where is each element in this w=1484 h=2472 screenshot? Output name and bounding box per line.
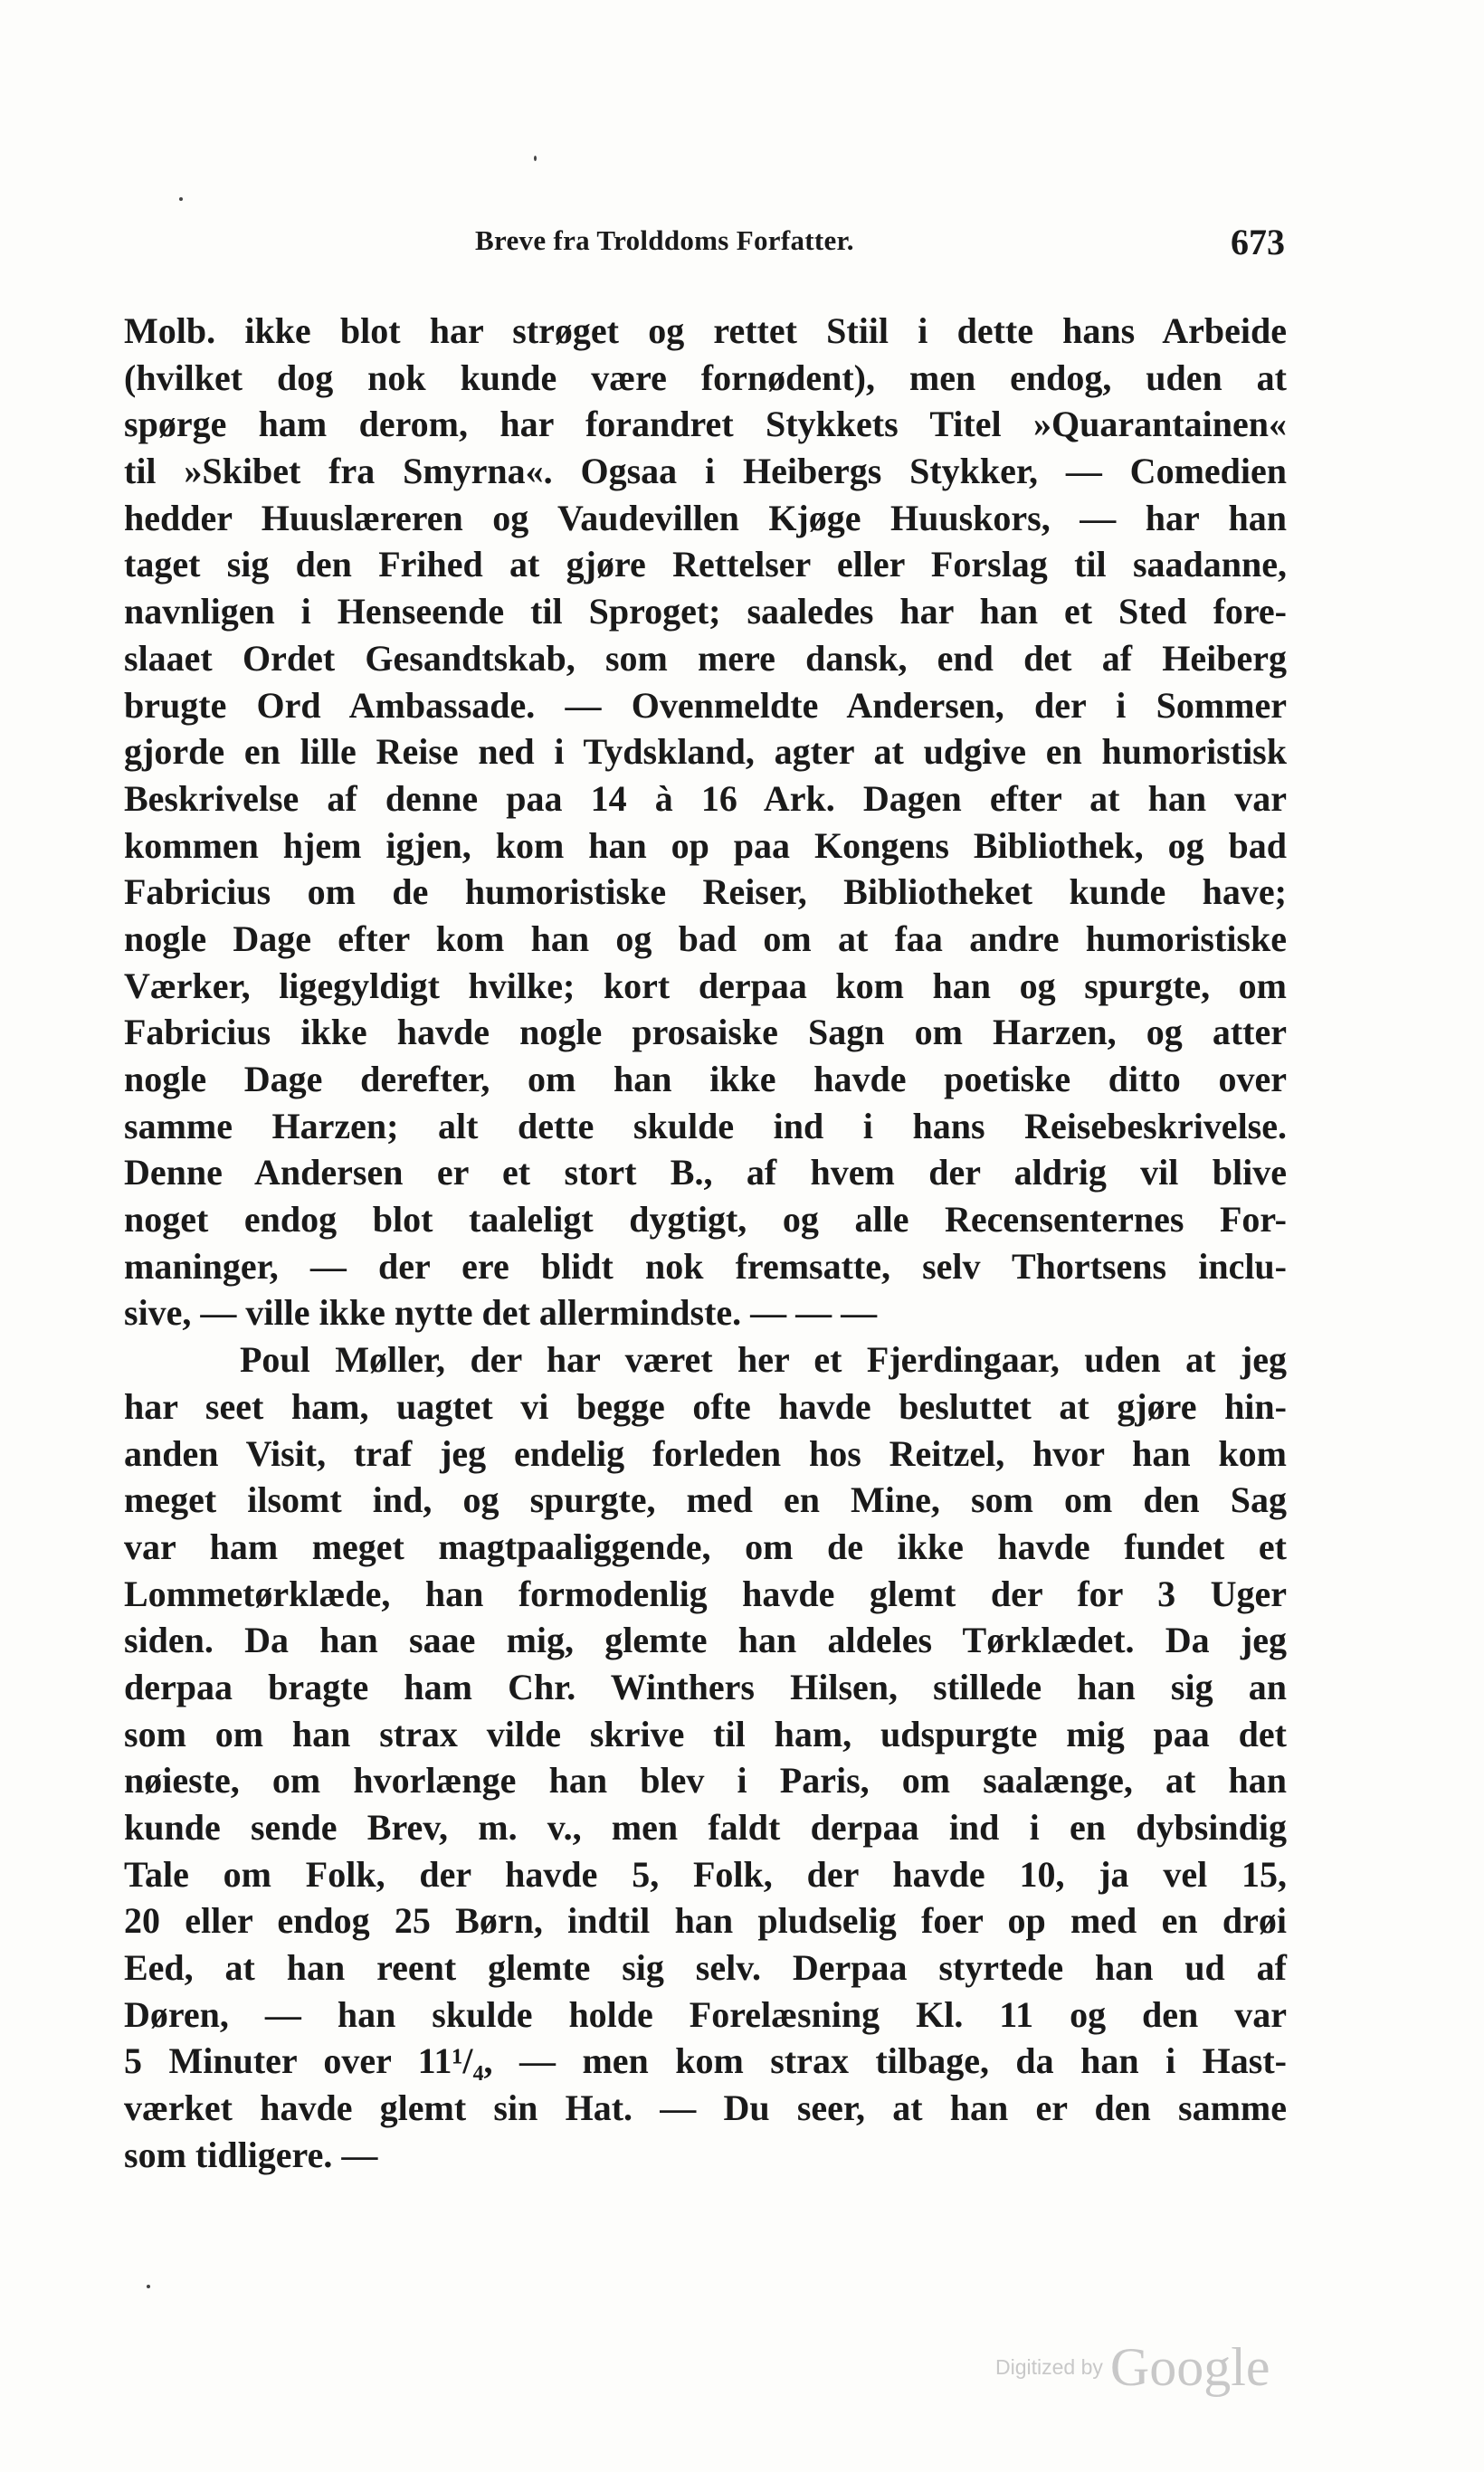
- digitized-by-text: Digitized by: [995, 2355, 1103, 2379]
- text-line: nogle Dage efter kom han og bad om at faa andre humoristiske: [124, 917, 1287, 959]
- text-line: siden. Da han saae mig, glemte han aldeles Tørklædet. Da jeg: [124, 1620, 1287, 1661]
- page-header: [127, 224, 1285, 270]
- text-line: derpaa bragte ham Chr. Winthers Hilsen, stillede han sig an: [124, 1666, 1287, 1707]
- text-line: har seet ham, uagtet vi begge ofte havde besluttet at gjøre hin-: [124, 1385, 1287, 1427]
- digitized-watermark: [995, 2336, 1270, 2399]
- text-line: kunde sende Brev, m. v., men faldt derpaa ind i en dybsindig: [124, 1807, 1287, 1848]
- text-line: kommen hjem igjen, kom han op paa Kongens Bibliothek, og bad: [124, 824, 1287, 866]
- page-number: 673: [1231, 222, 1285, 262]
- paragraph-start-line: Poul Møller, der har været her et Fjerdingaar, uden at jeg: [240, 1339, 1287, 1381]
- text-line: nøieste, om hvorlænge han blev i Paris, om saalænge, at han: [124, 1760, 1287, 1802]
- text-line: som om han strax vilde skrive til ham, udspurgte mig paa det: [124, 1713, 1287, 1754]
- text-line: brugte Ord Ambassade. — Ovenmeldte Andersen, der i Sommer: [124, 684, 1287, 726]
- text-line: samme Harzen; alt dette skulde ind i hans Reisebeskrivelse.: [124, 1105, 1287, 1146]
- paragraph-end-line: sive, — ville ikke nytte det allermindste. — — —: [124, 1292, 878, 1334]
- running-title: Breve fra Trolddoms Forfatter.: [475, 224, 854, 256]
- text-line: Lommetørklæde, han formodenlig havde glemt der for 3 Uger: [124, 1573, 1287, 1614]
- text-line: var ham meget magtpaaliggende, om de ikke havde fundet et: [124, 1526, 1287, 1567]
- text-line: Tale om Folk, der havde 5, Folk, der havde 10, ja vel 15,: [124, 1853, 1287, 1895]
- text-line: værket havde glemt sin Hat. — Du seer, at han er den samme: [124, 2087, 1287, 2129]
- text-line: Fabricius ikke havde nogle prosaiske Sagn om Harzen, og atter: [124, 1012, 1287, 1053]
- text-line: Eed, at han reent glemte sig selv. Derpaa styrtede han ud af: [124, 1947, 1287, 1989]
- text-line: nogle Dage derefter, om han ikke havde poetiske ditto over: [124, 1059, 1287, 1099]
- text-line: 20 eller endog 25 Børn, indtil han pludselig foer op med en drøi: [124, 1900, 1287, 1942]
- text-line: Denne Andersen er et stort B., af hvem der aldrig vil blive: [124, 1152, 1287, 1193]
- text-line: hedder Huuslæreren og Vaudevillen Kjøge Huuskors, — har han: [124, 497, 1287, 538]
- text-line: anden Visit, traf jeg endelig forleden hos Reitzel, hvor han kom: [124, 1432, 1287, 1474]
- scan-speck: [534, 156, 537, 161]
- google-logo: Google: [1109, 2337, 1270, 2397]
- scan-speck: [147, 2285, 150, 2288]
- text-line: Fabricius om de humoristiske Reiser, Bibliotheket kunde have;: [124, 871, 1287, 913]
- text-line: Døren, — han skulde holde Forelæsning Kl. 11 og den var: [124, 1993, 1287, 2035]
- text-line: Molb. ikke blot har strøget og rettet Stiil i dette hans Arbeide: [124, 310, 1287, 351]
- text-line: navnligen i Henseende til Sproget; saaledes har han et Sted fore-: [124, 591, 1287, 632]
- text-line: gjorde en lille Reise ned i Tydskland, agter at udgive en humoristisk: [124, 731, 1287, 773]
- text-line: meget ilsomt ind, og spurgte, med en Mine, som om den Sag: [124, 1479, 1287, 1521]
- text-line: til »Skibet fra Smyrna«. Ogsaa i Heibergs Stykker, — Comedien: [124, 451, 1287, 492]
- body-text: [124, 308, 1287, 2179]
- text-line: maninger, — der ere blidt nok fremsatte, selv Thortsens inclu-: [124, 1245, 1287, 1287]
- scan-speck: [179, 197, 183, 201]
- text-line: taget sig den Frihed at gjøre Rettelser eller Forslag til saadanne,: [124, 544, 1287, 585]
- text-line: slaaet Ordet Gesandtskab, som mere dansk, end det af Heiberg: [124, 637, 1287, 679]
- text-line: spørge ham derom, har forandret Stykkets Titel »Quarantainen«: [124, 404, 1287, 445]
- paragraph-end-line: som tidligere. —: [124, 2134, 378, 2175]
- text-line: (hvilket dog nok kunde være fornødent), men endog, uden at: [124, 357, 1287, 398]
- text-line: Beskrivelse af denne paa 14 à 16 Ark. Dagen efter at han var: [124, 777, 1287, 819]
- text-line: noget endog blot taaleligt dygtigt, og alle Recensenternes For-: [124, 1199, 1287, 1241]
- text-line: 5 Minuter over 11¹/₄, — men kom strax tilbage, da han i Hast-: [124, 2040, 1287, 2082]
- text-line: Værker, ligegyldigt hvilke; kort derpaa kom han og spurgte, om: [124, 965, 1287, 1006]
